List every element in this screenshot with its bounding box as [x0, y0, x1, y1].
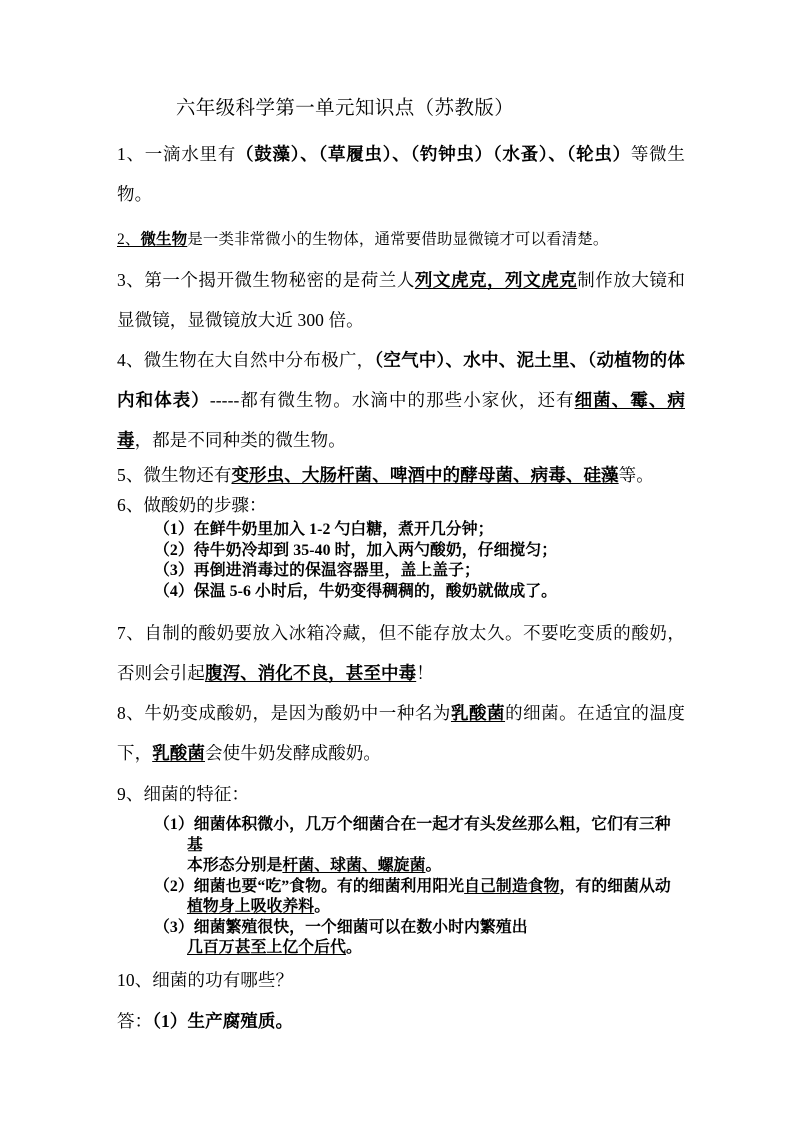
list-item: （2）待牛奶冷却到 35-40 时，加入两勺酸奶，仔细搅匀； — [154, 541, 558, 559]
paragraph-item-5 — [117, 460, 685, 490]
text-segment: 3、第一个揭开微生物秘密的是荷兰人 — [117, 270, 415, 290]
text-segment: 。 — [345, 939, 362, 956]
text-segment: 等。 — [618, 465, 654, 485]
text-segment: ！ — [416, 663, 434, 683]
text-segment: （3）细菌繁殖很快，一个细菌可以在数小时内繁殖出 — [154, 918, 528, 936]
text-segment-underline: 植物身上吸收养料 — [187, 898, 315, 915]
list-item-continuation — [117, 897, 685, 918]
text-segment: 1、一滴水里有 — [117, 144, 236, 164]
text-segment-underline: 2、 — [117, 231, 141, 248]
paragraph-item-8 — [117, 693, 685, 773]
text-segment: 等微生物。 — [117, 144, 685, 204]
text-segment: -----都有微生物。水滴中的那些小家伙，还有 — [209, 390, 575, 410]
list-item-continuation — [117, 856, 685, 877]
text-segment-bold-underline: 腹泻、消化不良，甚至中毒 — [205, 663, 417, 683]
list-item — [117, 815, 685, 856]
text-segment: 会使牛奶发酵成酸奶。 — [205, 743, 382, 763]
paragraph-item-10 — [117, 965, 685, 995]
text-segment-bold-underline: 乳酸菌 — [450, 703, 506, 723]
paragraph-item-2 — [117, 220, 685, 260]
spacer — [117, 602, 685, 613]
text-segment-bold-underline: 列文虎克，列文虎克 — [414, 270, 578, 290]
list-item-continuation — [117, 938, 685, 959]
text-segment: 4、微生物在大自然中分布极广， — [117, 350, 375, 370]
text-segment: （1）细菌体积微小，几万个细菌合在一起才有头发丝那么粗，它们有三种基 — [154, 816, 671, 854]
text-segment: ，有的细菌从动 — [559, 877, 671, 895]
paragraph-answer — [117, 1006, 685, 1036]
list-item: （1）在鲜牛奶里加入 1-2 勺白糖，煮开几分钟； — [154, 521, 494, 538]
paragraph-item-7 — [117, 613, 685, 693]
text-segment: 6、做酸奶的步骤： — [117, 495, 267, 515]
text-segment-bold-underline: 乳酸菌 — [152, 743, 206, 763]
text-segment: （2）细菌也要“吃”食物。有的细菌利用阳光 — [154, 877, 465, 895]
list-item: （4）保温 5-6 小时后，牛奶变得稠稠的，酸奶就做成了。 — [154, 582, 558, 600]
text-segment: 。 — [425, 857, 442, 874]
substep-list-item-6 — [117, 520, 685, 602]
page-title: 六年级科学第一单元知识点（苏教版） — [175, 98, 515, 119]
text-segment-underline: 自己制造食物 — [464, 877, 560, 895]
text-segment: 10、细菌的功有哪些？ — [117, 969, 294, 990]
text-segment: 是一类非常微小的生物体，通常要借助显微镜才可以看清楚。 — [187, 231, 609, 248]
text-segment: 答： — [117, 1010, 153, 1031]
spacer — [117, 995, 685, 1006]
feature-list-item-9 — [117, 815, 685, 959]
text-segment-bold: （鼓藻）、（草履虫）、（钓钟虫）（水蚤）、（轮虫） — [235, 144, 631, 164]
paragraph-item-3 — [117, 260, 685, 340]
list-item — [117, 877, 685, 898]
paragraph-item-6 — [117, 490, 685, 520]
text-segment: 7、自制的酸奶要放入冰箱冷藏，但不能存放太久。不要吃变质的酸奶，否则会引起 — [117, 623, 685, 683]
list-item — [117, 918, 685, 939]
text-segment-underline: 杆菌、球菌、螺旋菌 — [282, 857, 426, 874]
text-segment: 。 — [314, 898, 331, 915]
paragraph-item-1 — [117, 134, 685, 214]
text-segment: 的细菌。在适宜的温度下， — [117, 703, 685, 763]
text-segment-bold-underline: 变形虫、大肠杆菌、啤酒中的酵母菌、病毒、硅藻 — [231, 465, 619, 485]
text-segment: 制作放大镜和显微镜，显微镜放大近 300 倍。 — [117, 270, 685, 330]
text-segment-bold: （空气中）、水中、泥土里、（动植物的体内和体表） — [117, 350, 685, 410]
text-segment-bold-underline: 微生物 — [140, 231, 188, 248]
text-segment: 9、细菌的特征： — [117, 784, 250, 804]
text-segment-bold: （1）生产腐殖质。 — [152, 1010, 294, 1031]
text-segment-bold-underline: 细菌、霉、病毒 — [117, 390, 686, 450]
text-segment: 8、牛奶变成酸奶，是因为酸奶中一种名为 — [117, 703, 451, 723]
text-segment-underline: 几百万甚至上亿个后代 — [187, 939, 346, 956]
paragraph-item-4 — [117, 340, 685, 460]
text-segment: 5、微生物还有 — [117, 465, 232, 485]
list-item: （3）再倒进消毒过的保温容器里，盖上盖子； — [154, 562, 480, 579]
text-segment: 本形态分别是 — [187, 857, 283, 874]
paragraph-item-9 — [117, 779, 685, 809]
text-segment: ，都是不同种类的微生物。 — [134, 430, 346, 450]
